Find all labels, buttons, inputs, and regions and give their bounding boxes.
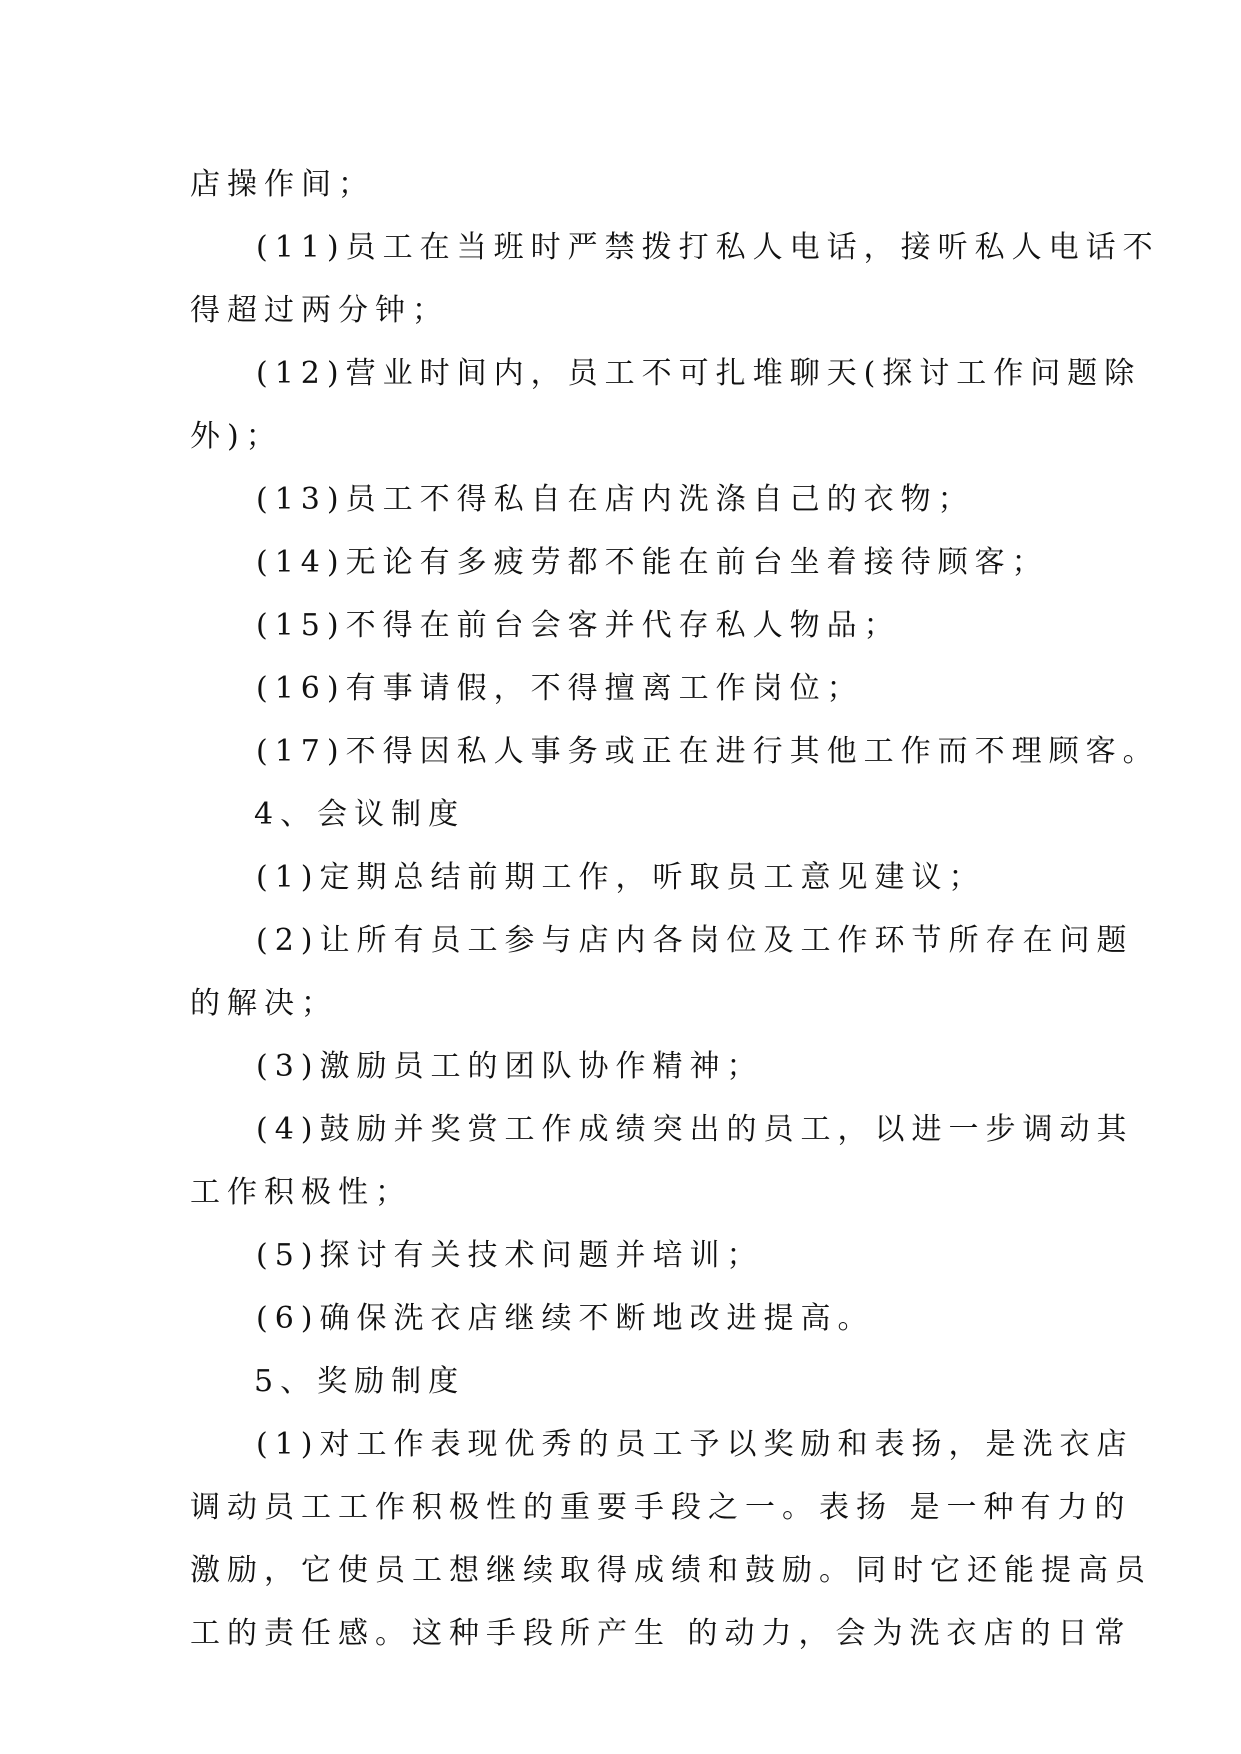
text-line: (1)对工作表现优秀的员工予以奖励和表扬，是洗衣店 [256, 1427, 1134, 1462]
text-line: 外)； [190, 419, 283, 454]
text-line: 调动员工工作积极性的重要手段之一。表扬 是一种有力的 [190, 1490, 1132, 1525]
text-line: (12)营业时间内，员工不可扎堆聊天(探讨工作问题除 [256, 356, 1142, 391]
section-heading: 4、会议制度 [254, 797, 466, 832]
text-line: (1)定期总结前期工作，听取员工意见建议； [256, 860, 986, 895]
text-line: (5)探讨有关技术问题并培训； [256, 1238, 764, 1273]
text-line: (16)有事请假，不得擅离工作岗位； [256, 671, 864, 706]
text-line: (15)不得在前台会客并代存私人物品； [256, 608, 901, 643]
text-line: 工的责任感。这种手段所产生 的动力，会为洗衣店的日常 [190, 1616, 1132, 1651]
section-heading: 5、奖励制度 [254, 1364, 466, 1399]
text-line: (6)确保洗衣店继续不断地改进提高。 [256, 1301, 875, 1336]
text-line: (11)员工在当班时严禁拨打私人电话，接听私人电话不 [256, 230, 1160, 265]
text-line: 得超过两分钟； [190, 293, 449, 328]
text-line: (2)让所有员工参与店内各岗位及工作环节所存在问题 [256, 923, 1134, 958]
text-line: (17)不得因私人事务或正在进行其他工作而不理顾客。 [256, 734, 1160, 769]
text-line: (4)鼓励并奖赏工作成绩突出的员工，以进一步调动其 [256, 1112, 1134, 1147]
text-line: (14)无论有多疲劳都不能在前台坐着接待顾客； [256, 545, 1049, 580]
text-line: (13)员工不得私自在店内洗涤自己的衣物； [256, 482, 975, 517]
text-line: (3)激励员工的团队协作精神； [256, 1049, 764, 1084]
document-body [190, 153, 1160, 1665]
text-line: 店操作间； [190, 167, 375, 202]
text-line: 激励，它使员工想继续取得成绩和鼓励。同时它还能提高员 [190, 1553, 1152, 1588]
text-line: 的解决； [190, 986, 338, 1021]
text-line: 工作积极性； [190, 1175, 412, 1210]
